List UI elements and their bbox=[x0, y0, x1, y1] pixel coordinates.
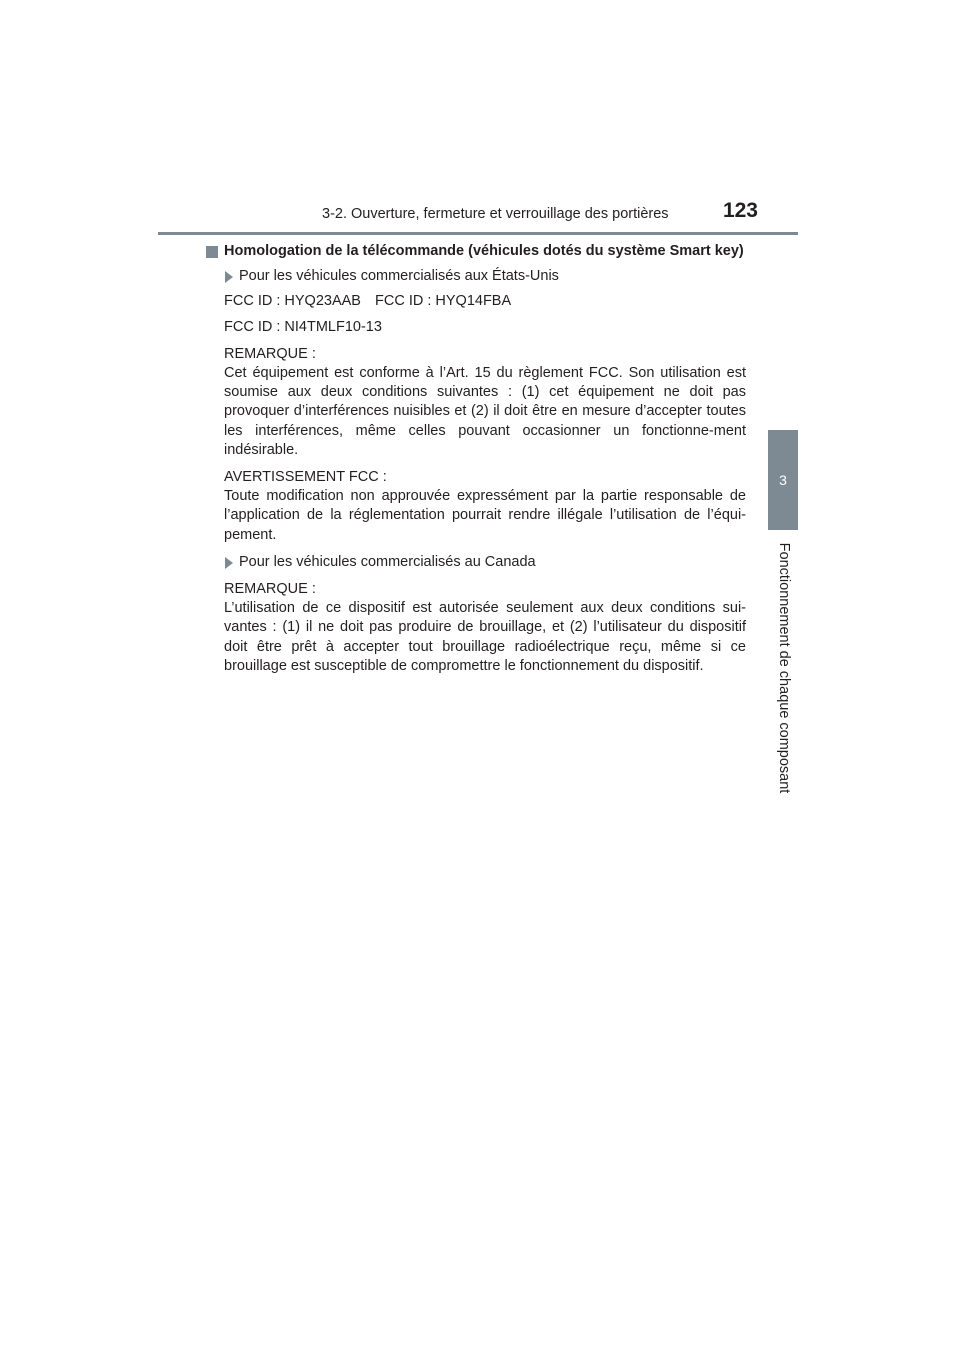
us-section bbox=[208, 267, 746, 545]
remark-us-text: Cet équipement est conforme à l’Art. 15 du règlement FCC. Son utilisation est soumise aux deux conditions suivantes : (1) cet équipement ne doit pas provoquer d’interférences nuisibles et (2) il doit être en mesure d’accepter toutes les interférences, même celles pouvant occasionner un fonctionne-ment indésirable. bbox=[224, 365, 746, 458]
remark-canada-text: L’utilisation de ce dispositif est autorisée seulement aux deux conditions sui-vantes : (1) il ne doit pas produire de brouillage, et (2) l’utilisateur du dispositif doit être prêt à accepter tout brouillage radioélectrique reçu, même si ce brouillage est susceptible de compromettre le fonctionnement du dispositif. bbox=[224, 600, 746, 674]
bullet-canada-text: Pour les véhicules commercialisés au Canada bbox=[239, 553, 536, 570]
square-bullet-icon bbox=[206, 246, 218, 258]
header-divider bbox=[158, 232, 798, 235]
section-heading-text: Homologation de la télécommande (véhicules dotés du système Smart key) bbox=[224, 243, 744, 259]
triangle-bullet-icon bbox=[225, 271, 233, 283]
fcc-id-row bbox=[224, 292, 746, 311]
fcc-warning-label: AVERTISSEMENT FCC : bbox=[224, 469, 387, 486]
header-section-title: 3-2. Ouverture, fermeture et verrouillage des portières bbox=[322, 206, 669, 222]
page-number: 123 bbox=[722, 199, 758, 222]
remark-canada-label: REMARQUE : bbox=[224, 581, 316, 598]
canada-section bbox=[208, 553, 746, 676]
fcc-id-1: FCC ID : HYQ23AAB bbox=[224, 293, 361, 310]
remark-us-label: REMARQUE : bbox=[224, 345, 316, 362]
page-content bbox=[208, 240, 746, 676]
triangle-bullet-icon bbox=[225, 557, 233, 569]
bullet-us bbox=[224, 267, 746, 286]
bullet-us-text: Pour les véhicules commercialisés aux États-Unis bbox=[239, 268, 559, 285]
chapter-title-vertical: Fonctionnement de chaque composant bbox=[776, 542, 792, 794]
fcc-id-2: FCC ID : HYQ14FBA bbox=[374, 293, 512, 310]
fcc-id-3: FCC ID : NI4TMLF10-13 bbox=[224, 318, 382, 335]
chapter-tab-number: 3 bbox=[779, 472, 787, 488]
section-heading bbox=[208, 242, 746, 261]
bullet-canada bbox=[224, 553, 746, 572]
fcc-warning-text: Toute modification non approuvée expressément par la partie responsable de l’application de la réglementation pourrait rendre illégale l’utilisation de l’équi-pement. bbox=[224, 488, 746, 543]
